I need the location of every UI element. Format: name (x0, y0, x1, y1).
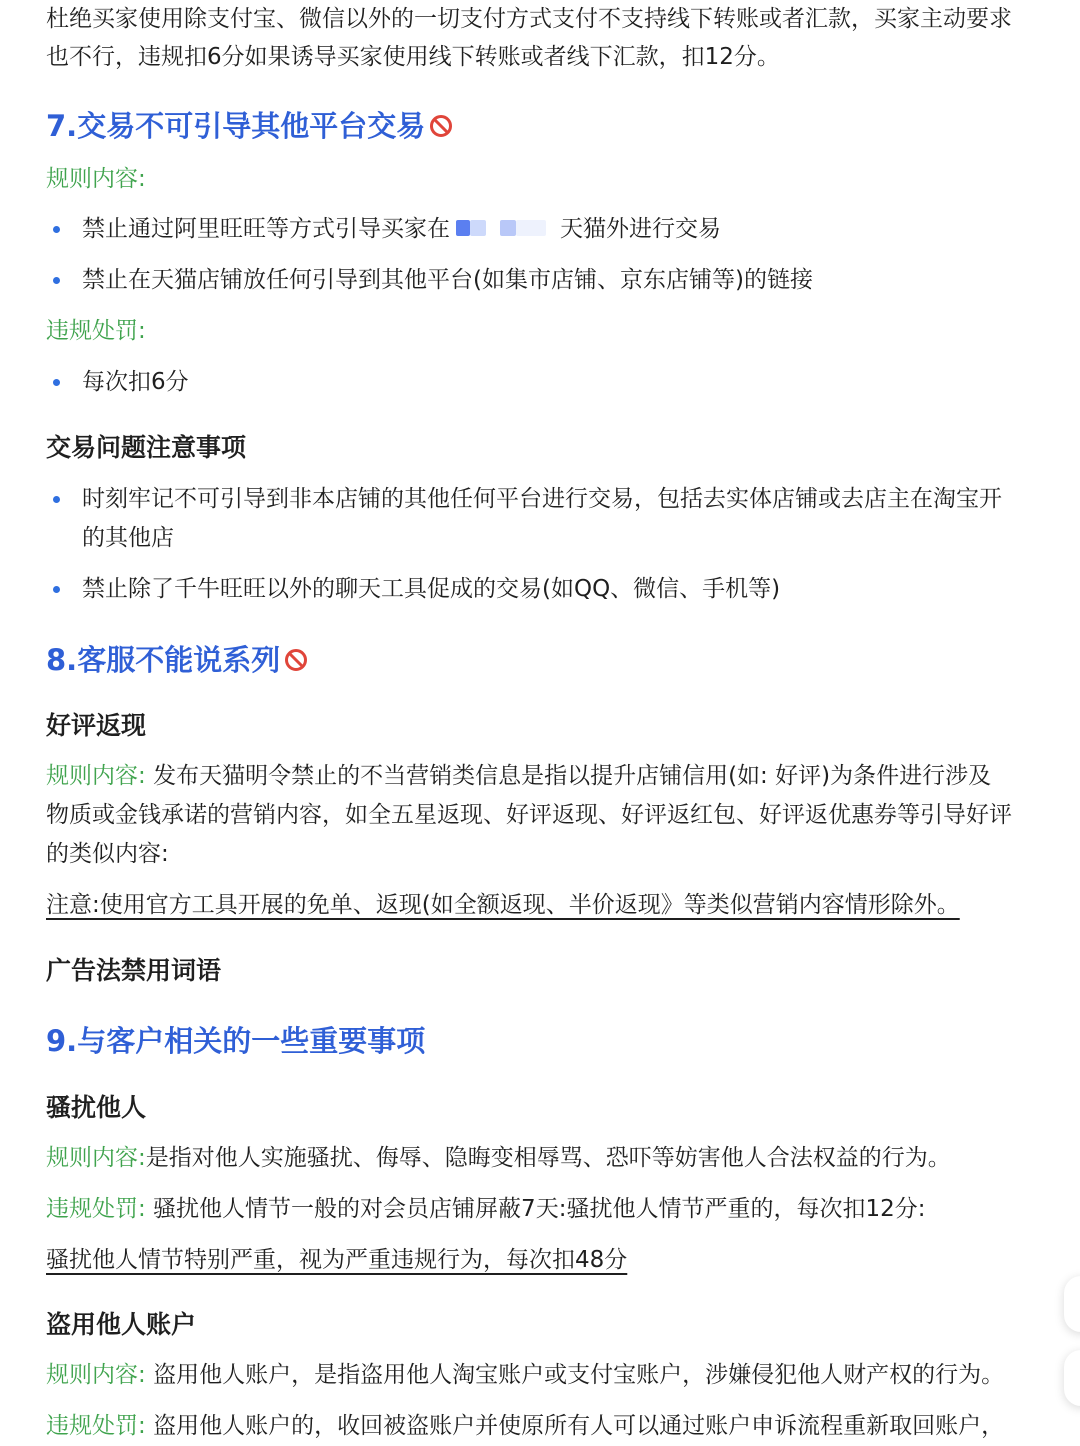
section-7-penalty-list (46, 363, 1056, 402)
section-9-title (46, 1021, 425, 1061)
harass-rule (46, 1139, 951, 1178)
rule-text: 发布天猫明令禁止的不当营销类信息是指以提升店铺信用(如: 好评)为条件进行涉及 (153, 763, 992, 789)
list-item: 禁止在天猫店铺放任何引导到其他平台(如集市店铺、京东店铺等)的链接 (46, 261, 1056, 300)
note-line-1: 时刻牢记不可引导到非本店铺的其他任何平台进行交易，包括去实体店铺或去店主在淘宝开 (82, 486, 1002, 512)
floating-side-button[interactable] (1064, 1276, 1080, 1332)
list-item (46, 210, 1056, 249)
redacted-text (456, 220, 552, 236)
penalty-label: 违规处罚: (46, 1413, 146, 1439)
rule-text-after: 天猫外进行交易 (560, 216, 721, 242)
intro-line-2: 也不行，违规扣6分如果诱导买家使用线下转账或者线下汇款，扣12分。 (46, 44, 780, 70)
section-9-title-text: 9.与客户相关的一些重要事项 (46, 1024, 426, 1058)
rule-text-before: 禁止通过阿里旺旺等方式引导买家在 (82, 216, 450, 242)
penalty-label: 违规处罚: (46, 1196, 146, 1222)
section-7-title-text: 7.交易不可引导其他平台交易 (46, 109, 426, 143)
section-8-note: 注意:使用官方工具开展的免单、返现(如全额返现、半价返现》等类似营销内容情形除外。 (46, 892, 960, 918)
section-8-sub2-title: 广告法禁用词语 (46, 956, 222, 985)
theft-rule (46, 1356, 1004, 1395)
section-8-sub1-title: 好评返现 (46, 711, 147, 740)
section-8-title-text: 8.客服不能说系列 (46, 643, 281, 677)
section-7-rule-list (46, 210, 1056, 300)
rule-label: 规则内容: (46, 1145, 146, 1171)
harass-penalty-severe: 骚扰他人情节特别严重，视为严重违规行为，每次扣48分 (46, 1247, 628, 1273)
list-item: 每次扣6分 (46, 363, 1056, 402)
section-7-notes-list (46, 480, 1056, 609)
intro-line-1: 杜绝买家使用除支付宝、微信以外的一切支付方式支付不支持线下转账或者汇款，买家主动要求 (46, 6, 1012, 32)
floating-side-button[interactable] (1064, 1350, 1080, 1406)
section-7-rule-label: 规则内容: (46, 166, 146, 192)
section-8-rule-line-1 (46, 757, 991, 796)
note-line-2: 的其他店 (82, 525, 174, 551)
harass-penalty (46, 1190, 925, 1229)
theft-penalty (46, 1407, 1004, 1446)
list-item: 禁止除了千牛旺旺以外的聊天工具促成的交易(如QQ、微信、手机等) (46, 570, 1056, 609)
rule-label: 规则内容: (46, 763, 146, 789)
rule-label: 规则内容: (46, 1362, 146, 1388)
penalty-text: 骚扰他人情节一般的对会员店铺屏蔽7天:骚扰他人情节严重的，每次扣12分: (145, 1196, 926, 1222)
prohibited-icon (429, 114, 453, 138)
harass-title: 骚扰他人 (46, 1093, 147, 1122)
section-7-title (46, 106, 453, 146)
rule-text: 是指对他人实施骚扰、侮辱、隐晦变相辱骂、恐吓等妨害他人合法权益的行为。 (145, 1145, 951, 1171)
section-8-rule-line-2: 物质或金钱承诺的营销内容，如全五星返现、好评返现、好评返红包、好评返优惠券等引导好评 (46, 802, 1012, 828)
penalty-text: 盗用他人账户的，收回被盗账户并使原所有人可以通过账户申诉流程重新取回账户， (153, 1413, 1005, 1439)
theft-title: 盗用他人账户 (46, 1310, 197, 1339)
section-7-notes-title: 交易问题注意事项 (46, 433, 247, 462)
section-8-rule-line-3: 的类似内容: (46, 841, 169, 867)
section-8-title (46, 640, 308, 680)
section-7-penalty-label: 违规处罚: (46, 318, 146, 344)
rule-text: 盗用他人账户，是指盗用他人淘宝账户或支付宝账户，涉嫌侵犯他人财产权的行为。 (153, 1362, 1005, 1388)
list-item (46, 480, 1056, 558)
prohibited-icon (284, 648, 308, 672)
